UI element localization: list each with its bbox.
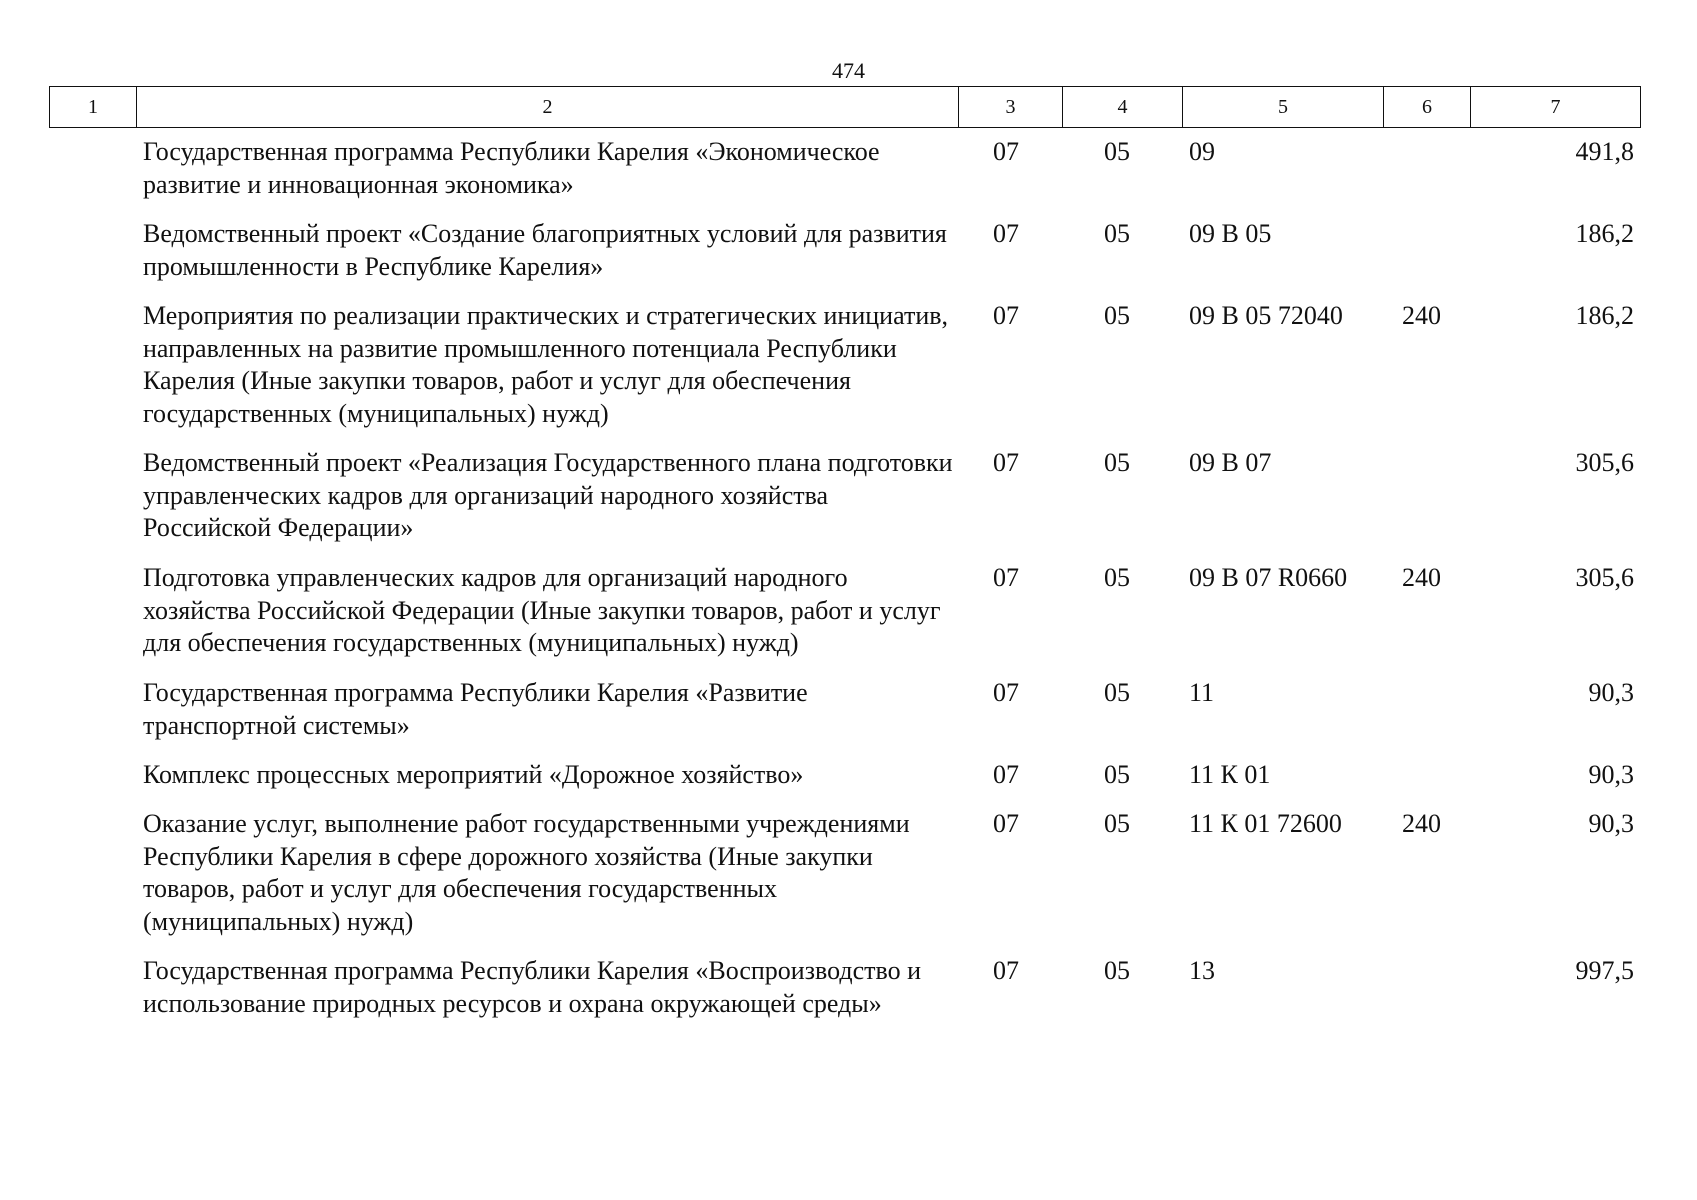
row-amount: 305,6 <box>1575 448 1634 477</box>
row-expense-type: 240 <box>1402 809 1441 838</box>
row-subsection: 05 <box>1104 137 1130 166</box>
row-name: Подготовка управленческих кадров для организаций народного хозяйства Российской Федерации (Иные закупки товаров, работ и услуг для обеспечения государственных (муниципальных) нужд) <box>143 563 941 657</box>
row-name: Государственная программа Республики Карелия «Развитие транспортной системы» <box>143 678 808 740</box>
row-section: 07 <box>993 137 1019 166</box>
header-cell-3: 3 <box>959 87 1063 127</box>
table-row <box>0 808 1697 955</box>
row-subsection: 05 <box>1104 301 1130 330</box>
row-section: 07 <box>993 448 1019 477</box>
header-cell-7: 7 <box>1550 95 1561 118</box>
row-subsection: 05 <box>1104 678 1130 707</box>
row-name: Комплекс процессных мероприятий «Дорожное хозяйство» <box>143 760 804 789</box>
header-cell-2: 2 <box>137 87 959 127</box>
header-cell-1: 1 <box>50 87 137 127</box>
row-subsection: 05 <box>1104 809 1130 838</box>
row-amount: 90,3 <box>1588 678 1634 707</box>
row-subsection: 05 <box>1104 448 1130 477</box>
table-body <box>0 136 1697 1070</box>
table-row <box>0 562 1697 677</box>
row-expense-type: 240 <box>1402 301 1441 330</box>
table-row <box>0 447 1697 562</box>
row-target-code: 09 В 05 <box>1189 219 1272 248</box>
table-row <box>0 218 1697 300</box>
header-cell-5: 5 <box>1183 87 1384 127</box>
row-name: Ведомственный проект «Создание благоприятных условий для развития промышленности в Республике Карелия» <box>143 219 947 281</box>
row-target-code: 09 В 05 72040 <box>1189 301 1343 330</box>
header-cell-6: 6 <box>1384 87 1471 127</box>
row-subsection: 05 <box>1104 956 1130 985</box>
row-target-code: 09 В 07 R0660 <box>1189 563 1348 592</box>
table-row <box>0 300 1697 447</box>
row-subsection: 05 <box>1104 760 1130 789</box>
row-amount: 186,2 <box>1575 301 1634 330</box>
table-row <box>0 136 1697 218</box>
row-name: Государственная программа Республики Карелия «Воспроизводство и использование природных ресурсов и охрана окружающей среды» <box>143 956 921 1018</box>
row-name: Ведомственный проект «Реализация Государственного плана подготовки управленческих кадров для организаций народного хозяйства Российской Федерации» <box>143 448 953 542</box>
row-amount: 186,2 <box>1575 219 1634 248</box>
row-target-code: 09 <box>1189 137 1215 166</box>
row-section: 07 <box>993 301 1019 330</box>
table-header <box>49 86 1641 128</box>
row-target-code: 11 К 01 72600 <box>1189 809 1342 838</box>
row-amount: 491,8 <box>1575 137 1634 166</box>
table-row <box>0 759 1697 808</box>
row-subsection: 05 <box>1104 219 1130 248</box>
table-row <box>0 955 1697 1070</box>
row-section: 07 <box>993 956 1019 985</box>
row-section: 07 <box>993 678 1019 707</box>
row-target-code: 11 К 01 <box>1189 760 1271 789</box>
row-amount: 997,5 <box>1575 956 1634 985</box>
header-cell-4: 4 <box>1063 87 1183 127</box>
row-name: Мероприятия по реализации практических и стратегических инициатив, направленных на развитие промышленного потенциала Республики Карелия (Иные закупки товаров, работ и услуг для обеспечения государственных (муниципальных) нужд) <box>143 301 949 428</box>
row-target-code: 13 <box>1189 956 1215 985</box>
row-amount: 90,3 <box>1588 809 1634 838</box>
row-section: 07 <box>993 760 1019 789</box>
row-section: 07 <box>993 563 1019 592</box>
row-name: Государственная программа Республики Карелия «Экономическое развитие и инновационная экономика» <box>143 137 880 199</box>
row-amount: 90,3 <box>1588 760 1634 789</box>
table-row <box>0 677 1697 759</box>
page-number: 474 <box>832 58 865 83</box>
row-target-code: 11 <box>1189 678 1215 707</box>
row-target-code: 09 В 07 <box>1189 448 1272 477</box>
row-name: Оказание услуг, выполнение работ государственными учреждениями Республики Карелия в сфере дорожного хозяйства (Иные закупки товаров, работ и услуг для обеспечения государственных (муниципальных) нужд) <box>143 809 910 936</box>
row-subsection: 05 <box>1104 563 1130 592</box>
row-section: 07 <box>993 809 1019 838</box>
row-section: 07 <box>993 219 1019 248</box>
row-expense-type: 240 <box>1402 563 1441 592</box>
row-amount: 305,6 <box>1575 563 1634 592</box>
